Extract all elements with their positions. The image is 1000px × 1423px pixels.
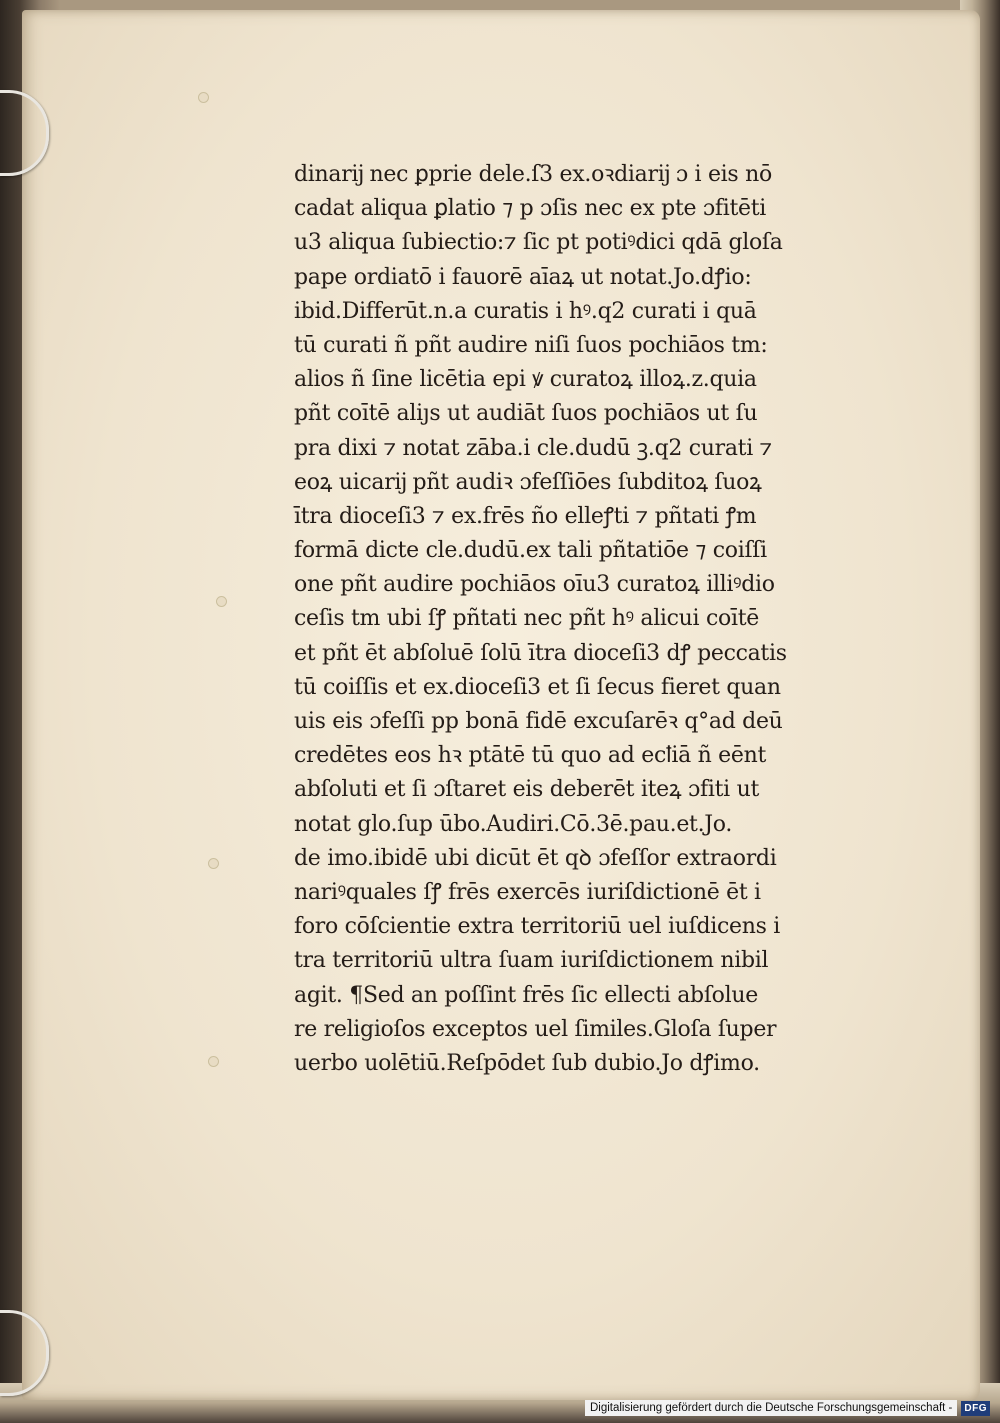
- body-text: [294, 158, 894, 1081]
- text-line: one pñt audire pochiāos oīu3 curatoꝝ illiꝰdio: [294, 572, 775, 598]
- text-line: et pñt ēt abſoluē ſolū ītra dioceſi3 dꝭ peccatis: [294, 640, 787, 666]
- text-line: notat glo.ſup ūbo.Audiri.Cō.3ē.pau.et.Jo.: [294, 811, 733, 837]
- text-line: formā dicte cle.dudū.ex tali pñtatiōe ⁊ coiſſi: [294, 538, 767, 564]
- text-line: alios ñ ſine licētia epi ꝟ curatoꝝ illoꝝ.z.quia: [294, 367, 757, 393]
- binding-hole: [216, 596, 227, 607]
- text-line: re religioſos exceptos uel ſimiles.Gloſa ſuper: [294, 1016, 777, 1042]
- text-line: tū curati ñ pñt audire niſi ſuos pochiāos tm:: [294, 332, 768, 358]
- text-line: ibid.Differūt.n.a curatis i hꝰ.q2 curati i quā: [294, 298, 757, 324]
- text-line: eoꝝ uicarĳ pñt audiꝛ ɔfeſſiōes ſubditoꝝ ſuoꝝ: [294, 469, 762, 495]
- text-line: cadat aliqua ꝑlatio ⁊ p ɔſis nec ex pte ɔfitēti: [294, 196, 767, 222]
- text-line: abſoluti et ſi ɔſtaret eis deberēt iteꝝ ɔfiti ut: [294, 777, 759, 803]
- binding-hole: [208, 1056, 219, 1067]
- text-line: uis eis ɔfeſſi pp bonā fidē excuſarēꝛ q°ad deū: [294, 709, 783, 734]
- text-line: tra territoriū ultra ſuam iuriſdictionem nibil: [294, 948, 769, 974]
- text-line: pra dixi ⁊ notat zāba.i cle.dudū ꝫ.q2 curati ⁊: [294, 435, 772, 461]
- text-line: nariꝰquales ſꝭ frēs exercēs iuriſdictionē ēt i: [294, 879, 761, 905]
- text-line: ītra dioceſi3 ⁊ ex.frēs ño elleꝭti ⁊ pñtati ꝭm: [294, 503, 757, 529]
- text-line: pape ordiatō i fauorē aīaꝝ ut notat.Jo.dꝭio:: [294, 264, 752, 290]
- binding-hole: [208, 858, 219, 869]
- text-line: uerbo uolētiū.Reſpōdet ſub dubio.Jo dꝭimo.: [294, 1050, 760, 1076]
- text-line: credētes eos hꝛ ptātē tū quo ad ecꝉiā ñ eēnt: [294, 743, 766, 769]
- text-line: ceſis tm ubi ſꝭ pñtati nec pñt hꝰ alicui coītē: [294, 606, 759, 632]
- text-line: u3 aliqua ſubiectio:⁊ ſic pt potiꝰdici qdā gloſa: [294, 230, 783, 256]
- binding-hole: [198, 92, 209, 103]
- text-line: agit. ¶Sed an poſſint frēs ſic ellecti abſolue: [294, 982, 758, 1008]
- text-line: foro cōſcientie extra territoriū uel iuſdicens i: [294, 914, 781, 940]
- text-line: pñt coītē aliȷs ut audiāt ſuos pochiāos ut ſu: [294, 401, 758, 427]
- text-line: dinarĳ nec ꝑprie dele.ſ3 ex.oꝛdiarĳ ɔ i eis nō: [294, 162, 772, 187]
- text-line: de imo.ibidē ubi dicūt ēt qꝺ ɔfeſſor extraordi: [294, 845, 777, 871]
- funding-credit: Digitalisierung gefördert durch die Deutsche Forschungsgemeinschaft -: [585, 1400, 957, 1416]
- manuscript-page: [22, 10, 980, 1400]
- text-line: tū coiſſis et ex.dioceſi3 et ſi ſecus fieret quan: [294, 674, 781, 700]
- footer-credit: [585, 1397, 990, 1419]
- dfg-logo: DFG: [961, 1401, 990, 1416]
